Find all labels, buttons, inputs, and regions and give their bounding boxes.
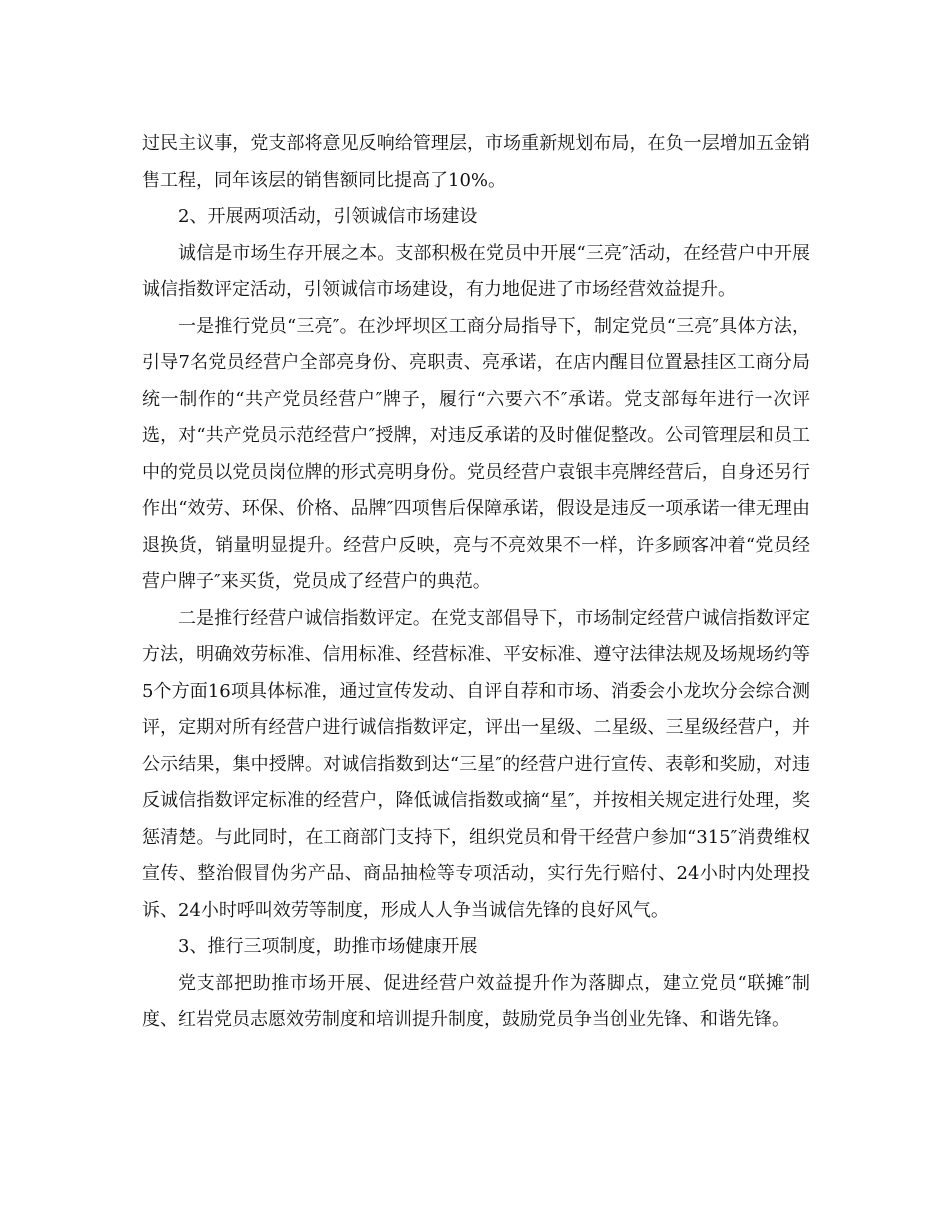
paragraph-continuation: 过民主议事，党支部将意见反响给管理层，市场重新规划布局，在负一层增加五金销售工程，同年该层的销售额同比提高了10%。 (142, 133, 810, 191)
section-heading-2: 2、开展两项活动，引领诚信市场建设 (178, 206, 478, 227)
paragraph-three-shows: 一是推行党员“三亮″。在沙坪坝区工商分局指导下，制定党员“三亮″具体方法，引导7名党员经营户全部亮身份、亮职责、亮承诺，在店内醒目位置悬挂区工商分局统一制作的“共产党员经营户″牌子，履行“六要六不″承诺。党支部每年进行一次评选，对“共产党员示范经营户″授牌，对违反承诺的及时催促整改。公司管理层和员工中的党员以党员岗位牌的形式亮明身份。党员经营户袁银丰亮牌经营后，自身还另行作出“效劳、环保、价格、品牌″四项售后保障承诺，假设是违反一项承诺一律无理由退换货，销量明显提升。经营户反映，亮与不亮效果不一样，许多顾客冲着“党员经营户牌子″来买货，党员成了经营户的典范。 (142, 315, 810, 592)
document-page (142, 126, 810, 1039)
section-heading-3: 3、推行三项制度，助推市场健康开展 (178, 936, 478, 957)
paragraph-integrity-index: 二是推行经营户诚信指数评定。在党支部倡导下，市场制定经营户诚信指数评定方法，明确效劳标准、信用标准、经营标准、平安标准、遵守法律法规及场规场约等5个方面16项具体标准，通过宣传发动、自评自荐和市场、消委会小龙坎分会综合测评，定期对所有经营户进行诚信指数评定，评出一星级、二星级、三星级经营户，并公示结果，集中授牌。对诚信指数到达“三星″的经营户进行宣传、表彰和奖励，对违反诚信指数评定标准的经营户，降低诚信指数或摘“星″，并按相关规定进行处理，奖惩清楚。与此同时，在工商部门支持下，组织党员和骨干经营户参加“315″消费维权宣传、整治假冒伪劣产品、商品抽检等专项活动，实行先行赔付、24小时内处理投诉、24小时呼叫效劳等制度，形成人人争当诚信先锋的良好风气。 (142, 607, 811, 921)
paragraph-integrity-intro: 诚信是市场生存开展之本。支部积极在党员中开展“三亮″活动，在经营户中开展诚信指数评定活动，引领诚信市场建设，有力地促进了市场经营效益提升。 (142, 242, 810, 300)
paragraph-three-systems: 党支部把助推市场开展、促进经营户效益提升作为落脚点，建立党员“联摊″制度、红岩党员志愿效劳制度和培训提升制度，鼓励党员争当创业先锋、和谐先锋。 (142, 972, 810, 1030)
